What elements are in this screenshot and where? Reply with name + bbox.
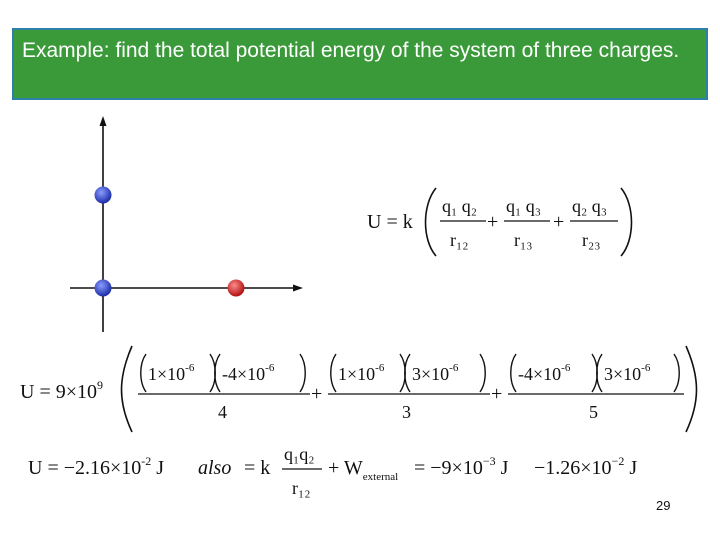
numeric-plus-1: + [311,383,323,405]
t2-b-close [480,354,485,392]
plus-w: + W [328,457,363,479]
eq1-unit: J [500,457,509,479]
term3-num: q₂ q₃ [572,196,608,216]
t1-a-open [141,354,146,392]
also-text: also [198,457,232,479]
formula-result [28,444,637,498]
t1-b-exp: -6 [265,362,275,374]
t3-a-open [511,354,516,392]
w-sub: external [362,471,399,483]
eq2-unit: J [629,457,638,479]
svg-text:U = −2.16×10-2J [28,454,164,479]
svg-text:1×10-6 [148,362,195,384]
t2-den: 3 [402,402,411,422]
eq1-exp: −3 [482,454,496,468]
result-exp: -2 [141,454,152,468]
slide-title: Example: find the total potential energy of the system of three charges. [22,39,680,62]
t3-a-base: -4×10 [518,364,562,384]
numeric-lhs: U = 9×10 [20,381,98,403]
result-base: U = −2.16×10 [28,457,142,479]
t3-b-close [674,354,679,392]
svg-text:3×10-6 [412,362,459,384]
t1-b-base: -4×10 [222,364,266,384]
plus-2: + [553,211,565,233]
left-paren [426,188,437,256]
t1-b-close [300,354,305,392]
term1-num: q₁ q₂ [442,196,478,216]
term3-den: r₂₃ [582,230,601,250]
t2-a-base: 1×10 [338,364,376,384]
numeric-plus-2: + [491,383,503,405]
also-lhs: = k [244,457,271,479]
term1-den: r₁₂ [450,230,469,250]
frac-num: q₁q₂ [284,444,315,464]
result-unit: J [156,457,165,479]
t3-den: 5 [589,402,598,422]
formula-numeric [20,346,697,432]
t2-a-exp: -6 [375,362,385,374]
svg-text:-4×10-6 [222,362,275,384]
svg-text:3×10-6 [604,362,651,384]
eq1-base: = −9×10 [414,457,483,479]
svg-text:U = 9×109 [20,378,103,403]
svg-text:1×10-6 [338,362,385,384]
t1-a-base: 1×10 [148,364,186,384]
formula-general-lhs: U = k [367,211,413,233]
eq2-base: −1.26×10 [534,457,612,479]
svg-text:+ Wexternal [328,457,398,483]
t3-b-exp: -6 [641,362,651,374]
svg-text:-4×10-6 [518,362,571,384]
t3-b-base: 3×10 [604,364,642,384]
plus-1: + [487,211,499,233]
big-left-paren [122,346,133,432]
term2-num: q₁ q₃ [506,196,542,216]
slide-number: 29 [656,498,671,513]
frac-den: r₁₂ [292,478,311,498]
term2-den: r₁₃ [514,230,533,250]
t2-b-base: 3×10 [412,364,450,384]
t3-a-exp: -6 [561,362,571,374]
t1-den: 4 [218,402,227,422]
eq2-exp: −2 [611,454,625,468]
t1-a-exp: -6 [185,362,195,374]
t2-a-open [331,354,336,392]
t2-b-exp: -6 [449,362,459,374]
svg-text:−1.26×10−2J [534,454,637,479]
right-paren [621,188,632,256]
big-right-paren [686,346,697,432]
numeric-lhs-exp: 9 [97,378,104,392]
formula-general [367,188,632,256]
svg-text:= −9×10−3J [414,454,509,479]
